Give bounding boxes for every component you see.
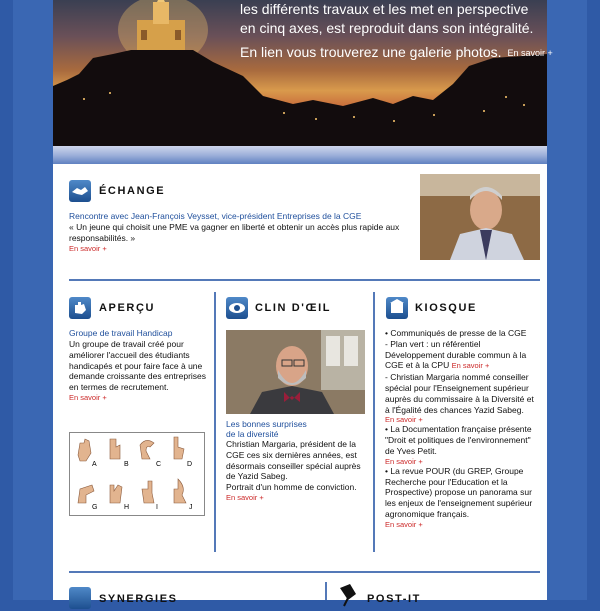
column-divider: [373, 292, 375, 552]
sign-language-icon: [69, 297, 91, 319]
echange-more-link[interactable]: En savoir +: [69, 243, 107, 253]
sign-letter: A: [92, 461, 97, 468]
kiosque-item: • La revue POUR (du GREP, Groupe Recherche pour l'Education et la Prospective) propose un panorama sur les enjeux de l'enseignement supérieur agronomique français.: [385, 465, 533, 519]
clindoeil-text2: Portrait d'un homme de conviction.: [226, 482, 357, 493]
hero-line: les différents travaux et les met en perspective: [240, 1, 529, 17]
sign-letter: G: [92, 504, 98, 511]
hero-gradient-band: [53, 146, 547, 164]
clindoeil-link-line2[interactable]: de la diversité: [226, 429, 279, 439]
veysset-photo: [420, 174, 540, 260]
kiosque-title: KIOSQUE: [415, 302, 477, 314]
kiosque-more-link[interactable]: En savoir +: [451, 361, 490, 371]
handshake-icon: [69, 180, 91, 202]
clindoeil-title: CLIN D'ŒIL: [255, 302, 332, 314]
apercu-text: Un groupe de travail créé pour améliorer l'accueil des étudiants handicapés et pour faire face à une demande croissante des entreprises en termes de recrutement.: [69, 339, 207, 393]
kiosque-item-with-link: [385, 339, 535, 372]
apercu-title: APERÇU: [99, 302, 156, 314]
kiosque-more-link[interactable]: En savoir +: [385, 415, 423, 425]
hero-more-link[interactable]: En savoir +: [507, 48, 553, 58]
kiosque-item: • Communiqués de presse de la CGE: [385, 328, 527, 338]
sign-language-alphabet-image: [69, 432, 205, 516]
hero-line: en cinq axes, est reproduit dans son intégralité.: [240, 20, 534, 36]
section-divider: [69, 571, 540, 573]
synergies-icon: [69, 587, 91, 609]
clindoeil-more-link[interactable]: En savoir +: [226, 492, 264, 502]
margaria-photo: [226, 330, 365, 414]
hero-banner: [53, 0, 553, 146]
apercu-more-link[interactable]: En savoir +: [69, 392, 107, 402]
sign-letter: J: [189, 504, 193, 511]
sign-letter: C: [156, 461, 162, 468]
echange-quote: « Un jeune qui choisit une PME va gagner en liberté et obtenir un accès plus rapide aux responsabilités. »: [69, 222, 400, 243]
clindoeil-link-line1[interactable]: Les bonnes surprises: [226, 419, 307, 429]
hero-line: En lien vous trouverez une galerie photos.: [240, 44, 502, 60]
sign-letter: I: [156, 504, 158, 511]
hero-text: [240, 0, 553, 63]
echange-block: [69, 211, 409, 253]
column-divider: [214, 292, 216, 552]
apercu-block: [69, 328, 207, 402]
apercu-article-link[interactable]: Groupe de travail Handicap: [69, 328, 173, 338]
sign-letter: D: [187, 461, 193, 468]
newsletter-content: [53, 164, 547, 605]
column-divider: [325, 582, 327, 600]
kiosque-more-link[interactable]: En savoir +: [385, 519, 423, 529]
synergies-title: SYNERGIES: [99, 593, 178, 605]
kiosque-item: - Christian Margaria nommé conseiller spécial pour l'Enseignement supérieur auprès du commissaire à la Diversité et à l'Égalité des chances Yazid Sabeg.: [385, 372, 534, 415]
postit-pin-icon: [336, 584, 362, 606]
kiosk-icon: [386, 297, 408, 319]
clindoeil-text: Christian Margaria, président de la CGE ces six dernières années, est désormais conseiller spécial auprès de Yazid Sabeg.: [226, 439, 361, 482]
hero-line-with-link: [240, 43, 553, 63]
echange-article-link[interactable]: Rencontre avec Jean-François Veysset, vice-président Entreprises de la CGE: [69, 211, 362, 221]
kiosque-block: [385, 328, 535, 529]
kiosque-more-link[interactable]: En savoir +: [385, 456, 423, 466]
echange-title: ÉCHANGE: [99, 185, 166, 197]
clindoeil-block: [226, 419, 372, 502]
section-divider: [69, 279, 540, 281]
sign-letter: B: [124, 461, 129, 468]
eye-icon: [226, 297, 248, 319]
kiosque-item: • La Documentation française présente "Droit et politiques de l'environnement" de Yves Petit.: [385, 424, 532, 456]
kiosque-item: - Plan vert : un référentiel Développement durable commun à la CGE et à la CPU: [385, 338, 527, 371]
sign-letter: H: [124, 504, 130, 511]
postit-title: POST-IT: [367, 593, 421, 605]
